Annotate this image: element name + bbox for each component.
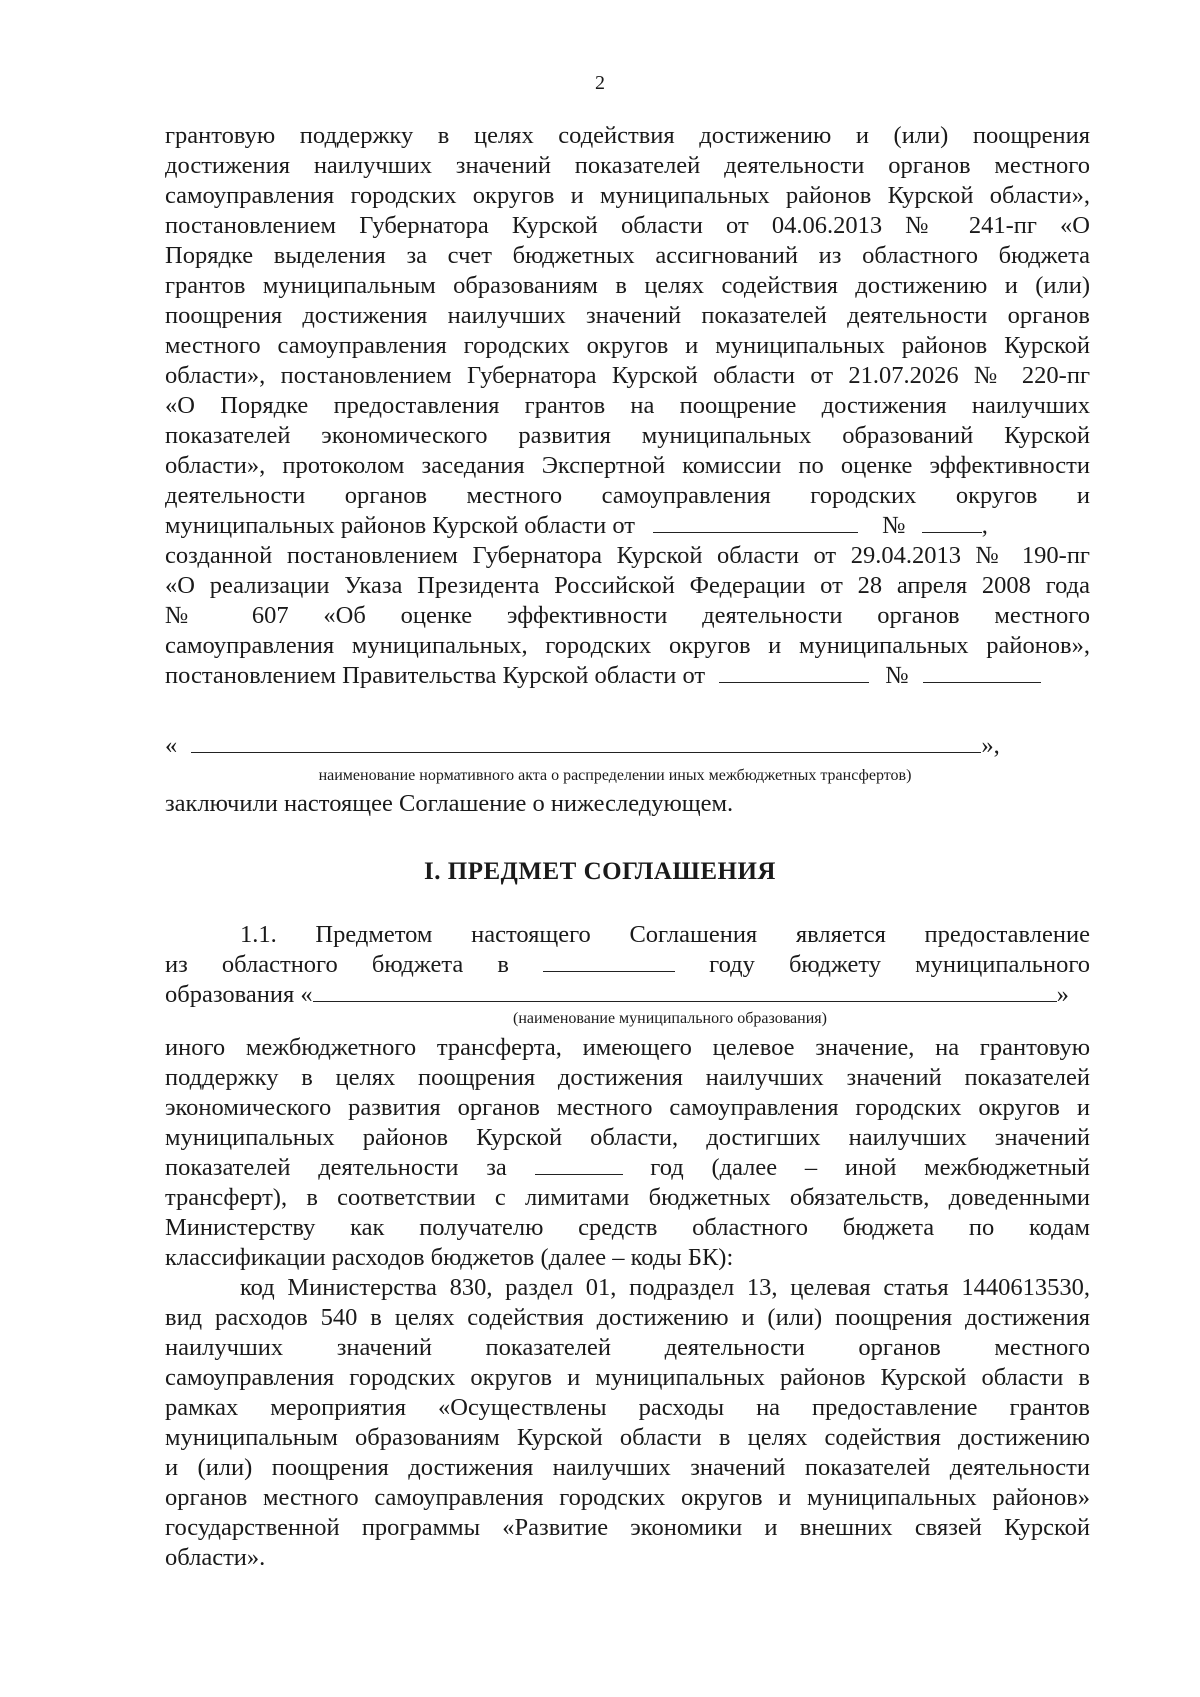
body-text-line: самоуправления городских округов и муниципальных районов Курской области», [165, 182, 1090, 209]
codes-line: рамках мероприятия «Осуществлены расходы на предоставление грантов [165, 1394, 1090, 1421]
protocol-date-blank[interactable] [653, 512, 858, 533]
body-text-line: грантовую поддержку в целях содействия достижению и (или) поощрения [165, 122, 1090, 149]
protocol-line-end: , [981, 512, 988, 539]
body-text-line: постановлением Губернатора Курской области от 04.06.2013 № 241-пг «О [165, 212, 1090, 239]
municipality-caption: (наименование муниципального образования) [513, 1010, 827, 1027]
codes-line: и (или) поощрения достижения наилучших значений показателей деятельности [165, 1454, 1090, 1481]
body-text-line: поощрения достижения наилучших значений показателей деятельности органов [165, 302, 1090, 329]
clause-line [165, 950, 1090, 980]
body-text-line: трансферт), в соответствии с лимитами бюджетных обязательств, доведенными [165, 1184, 1090, 1211]
codes-line: муниципальным образованиям Курской области в целях содействия достижению [165, 1424, 1090, 1451]
body-text-line: области», протоколом заседания Экспертной комиссии по оценке эффективности [165, 452, 1090, 479]
body-text-line: № 607 «Об оценке эффективности деятельности органов местного [165, 602, 1090, 629]
close-quote: », [981, 732, 1000, 759]
codes-line: наилучших значений показателей деятельности органов местного [165, 1334, 1090, 1361]
codes-line: органов местного самоуправления городских округов и муниципальных районов» [165, 1484, 1090, 1511]
body-text-line: созданной постановлением Губернатора Курской области от 29.04.2013 № 190-пг [165, 542, 1090, 569]
body-text-line: Порядке выделения за счет бюджетных ассигнований из областного бюджета [165, 242, 1090, 269]
clause-text: году бюджету муниципального [709, 951, 1091, 978]
body-text-line: деятельности органов местного самоуправления городских округов и [165, 482, 1090, 509]
body-text-line: самоуправления муниципальных, городских округов и муниципальных районов», [165, 632, 1090, 659]
clause-line [165, 1153, 1090, 1183]
concluded-line: заключили настоящее Соглашение о нижеследующем. [165, 790, 734, 817]
clause-text: показателей деятельности за [165, 1154, 507, 1181]
year-blank[interactable] [543, 951, 675, 972]
act-name-blank[interactable] [191, 732, 981, 753]
page-number: 2 [595, 72, 605, 94]
protocol-line-text: муниципальных районов Курской области от [165, 512, 635, 539]
body-text-line: экономического развития органов местного самоуправления городских округов и [165, 1094, 1090, 1121]
clause-text: из областного бюджета в [165, 951, 509, 978]
codes-line: государственной программы «Развитие экономики и внешних связей Курской [165, 1514, 1090, 1541]
government-decree-line [165, 661, 1090, 691]
codes-line: самоуправления городских округов и муниципальных районов Курской области в [165, 1364, 1090, 1391]
protocol-line [165, 511, 1090, 541]
clause-line [165, 980, 1090, 1010]
body-text-line: «О Порядке предоставления грантов на поощрение достижения наилучших [165, 392, 1090, 419]
act-name-line [165, 731, 1090, 761]
decree-date-blank[interactable] [719, 662, 869, 683]
body-text-line: грантов муниципальным образованиям в целях содействия достижению и (или) [165, 272, 1090, 299]
protocol-number-blank[interactable] [922, 512, 982, 533]
codes-line: код Министерства 830, раздел 01, подраздел 13, целевая статья 1440613530, [240, 1274, 1090, 1301]
clause-text: год (далее – иной межбюджетный [650, 1154, 1091, 1181]
number-sign: № [885, 662, 909, 689]
body-text-line: показателей экономического развития муниципальных образований Курской [165, 422, 1090, 449]
codes-line: области». [165, 1544, 266, 1571]
government-decree-text: постановлением Правительства Курской области от [165, 662, 706, 689]
clause-text: » [1056, 981, 1069, 1008]
clause-line: 1.1. Предметом настоящего Соглашения является предоставление [240, 921, 1090, 948]
open-quote: « [165, 732, 178, 759]
number-sign: № [882, 512, 906, 539]
body-text-line: классификации расходов бюджетов (далее – коды БК): [165, 1244, 734, 1271]
body-text-line: достижения наилучших значений показателей деятельности органов местного [165, 152, 1090, 179]
body-text-line: муниципальных районов Курской области, достигших наилучших значений [165, 1124, 1090, 1151]
codes-line: вид расходов 540 в целях содействия достижению и (или) поощрения достижения [165, 1304, 1090, 1331]
body-text-line: иного межбюджетного трансферта, имеющего целевое значение, на грантовую [165, 1034, 1090, 1061]
body-text-line: местного самоуправления городских округов и муниципальных районов Курской [165, 332, 1090, 359]
act-name-caption: наименование нормативного акта о распределении иных межбюджетных трансфертов) [318, 767, 912, 784]
body-text-line: поддержку в целях поощрения достижения наилучших значений показателей [165, 1064, 1090, 1091]
decree-number-blank[interactable] [923, 662, 1041, 683]
body-text-line: «О реализации Указа Президента Российской Федерации от 28 апреля 2008 года [165, 572, 1090, 599]
body-text-line: Министерству как получателю средств областного бюджета по кодам [165, 1214, 1090, 1241]
clause-text: образования « [165, 981, 313, 1008]
section-title: I. ПРЕДМЕТ СОГЛАШЕНИЯ [424, 858, 776, 885]
body-text-line: области», постановлением Губернатора Курской области от 21.07.2026 № 220-пг [165, 362, 1090, 389]
report-year-blank[interactable] [535, 1154, 623, 1175]
municipality-name-blank[interactable] [313, 981, 1057, 1002]
